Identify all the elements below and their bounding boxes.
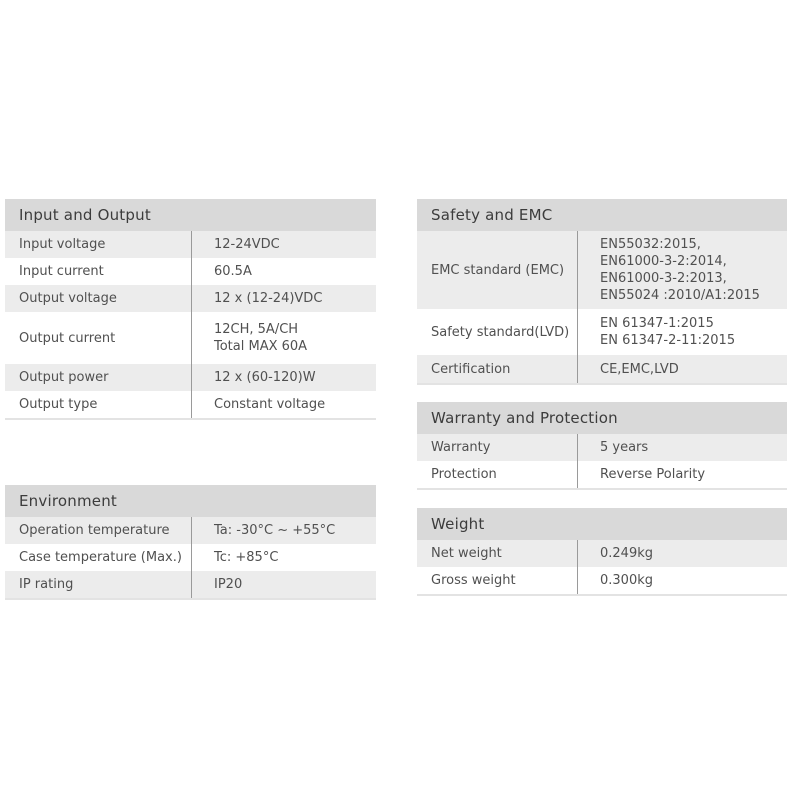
- table-row: [417, 567, 787, 594]
- table-row: [5, 258, 376, 285]
- row-value: Tc: +85°C: [191, 544, 278, 571]
- row-value: 12-24VDC: [191, 231, 280, 258]
- value-line: EN 61347-1:2015: [600, 316, 714, 331]
- input-output-header: Input and Output: [5, 199, 376, 231]
- value-line: Total MAX 60A: [214, 339, 308, 354]
- row-value: 12 x (60-120)W: [191, 364, 316, 391]
- row-label: Output current: [19, 330, 116, 346]
- row-value: 12 x (12-24)VDC: [191, 285, 322, 312]
- safety-emc-header: Safety and EMC: [417, 199, 787, 231]
- row-value: [577, 309, 735, 355]
- table-row: [5, 517, 376, 544]
- row-value: 0.249kg: [577, 540, 653, 567]
- safety-emc-table: [417, 199, 787, 385]
- value-line: EN55024 :2010/A1:2015: [600, 288, 760, 303]
- row-label: Certification: [431, 361, 511, 377]
- row-label: Operation temperature: [19, 523, 170, 538]
- row-value: 0.300kg: [577, 567, 653, 594]
- value-line: 12CH, 5A/CH: [214, 322, 299, 337]
- row-label: IP rating: [19, 577, 74, 592]
- environment-table: [5, 485, 376, 600]
- row-label: Case temperature (Max.): [19, 550, 182, 565]
- row-label: Warranty: [431, 440, 491, 455]
- value-line: EN61000-3-2:2013,: [600, 271, 727, 286]
- row-label: Safety standard(LVD): [431, 324, 570, 340]
- input-output-table: [5, 199, 376, 420]
- weight-table: [417, 508, 787, 596]
- row-label: Output type: [19, 397, 98, 412]
- row-value: [191, 312, 307, 364]
- value-line: EN55032:2015,: [600, 237, 701, 252]
- row-value: [577, 231, 760, 309]
- value-line: EN61000-3-2:2014,: [600, 254, 727, 269]
- row-label: EMC standard (EMC): [431, 262, 565, 278]
- row-label: Input current: [19, 264, 104, 279]
- row-value: 60.5A: [191, 258, 252, 285]
- table-row: [5, 312, 376, 364]
- row-value: Ta: -30°C ~ +55°C: [191, 517, 335, 544]
- table-row: [417, 434, 787, 461]
- warranty-header: Warranty and Protection: [417, 402, 787, 434]
- row-label: Output voltage: [19, 291, 117, 306]
- table-row: [5, 544, 376, 571]
- value-line: EN 61347-2-11:2015: [600, 333, 736, 348]
- row-label: Net weight: [431, 546, 502, 561]
- table-row: [417, 231, 787, 309]
- row-value: CE,EMC,LVD: [577, 355, 679, 383]
- table-row: [417, 355, 787, 383]
- weight-header: Weight: [417, 508, 787, 540]
- row-label: Protection: [431, 467, 497, 482]
- table-row: [5, 391, 376, 418]
- table-row: [417, 309, 787, 355]
- row-value: 5 years: [577, 434, 648, 461]
- environment-header: Environment: [5, 485, 376, 517]
- row-label: Output power: [19, 370, 109, 385]
- row-value: IP20: [191, 571, 242, 598]
- row-label: Gross weight: [431, 573, 516, 588]
- warranty-table: [417, 402, 787, 490]
- table-row: [5, 231, 376, 258]
- table-row: [417, 540, 787, 567]
- row-value: Constant voltage: [191, 391, 325, 418]
- row-label: Input voltage: [19, 237, 106, 252]
- row-value: Reverse Polarity: [577, 461, 705, 488]
- table-row: [5, 364, 376, 391]
- table-row: [417, 461, 787, 488]
- table-row: [5, 571, 376, 598]
- table-row: [5, 285, 376, 312]
